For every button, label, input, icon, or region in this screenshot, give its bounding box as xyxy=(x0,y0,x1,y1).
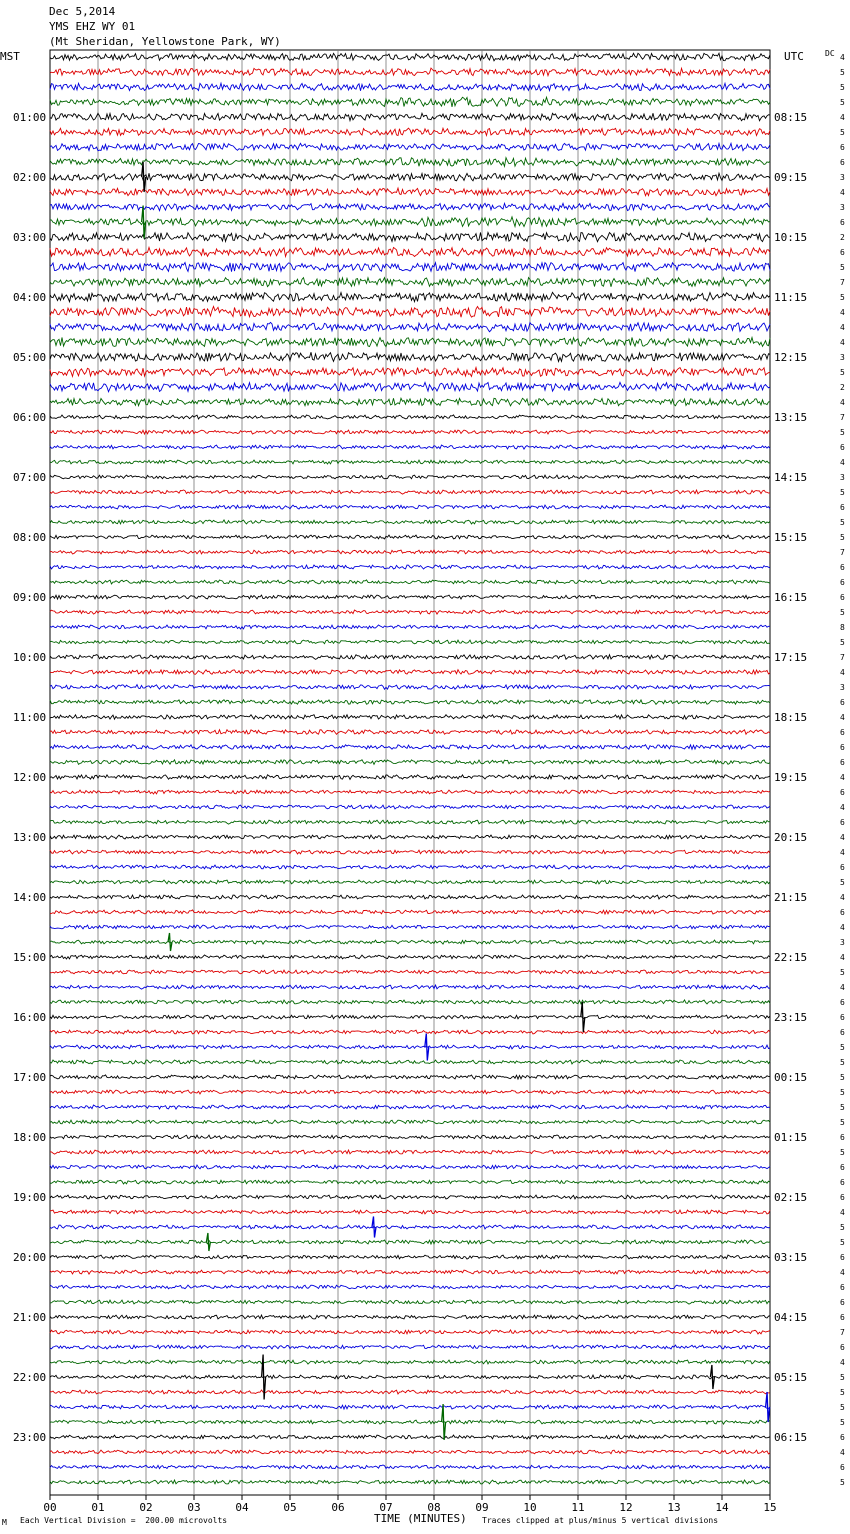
dc-offset-value: 6 xyxy=(840,728,845,737)
trace-line xyxy=(50,1300,770,1304)
seismic-event-spike xyxy=(425,1034,429,1061)
dc-offset-value: 6 xyxy=(840,1433,845,1442)
dc-offset-value: 6 xyxy=(840,1028,845,1037)
mst-hour-label: 14:00 xyxy=(13,891,47,904)
dc-offset-value: 5 xyxy=(840,488,845,497)
trace-line xyxy=(50,1435,770,1439)
mst-hour-label: 09:00 xyxy=(13,591,47,604)
utc-hour-label: 17:15 xyxy=(774,651,808,664)
dc-offset-value: 4 xyxy=(840,53,845,62)
trace-line xyxy=(50,745,770,750)
trace-line xyxy=(50,865,770,869)
dc-offset-value: 7 xyxy=(840,548,845,557)
trace-line xyxy=(50,940,770,944)
x-tick-label: 02 xyxy=(139,1501,153,1514)
mst-hour-label: 18:00 xyxy=(13,1131,47,1144)
utc-hour-label: 00:15 xyxy=(774,1071,808,1084)
dc-offset-value: 4 xyxy=(840,893,845,902)
trace-line xyxy=(50,368,770,377)
dc-offset-value: 6 xyxy=(840,218,845,227)
dc-offset-value: 5 xyxy=(840,263,845,272)
x-tick-label: 01 xyxy=(91,1501,105,1514)
trace-line xyxy=(50,700,770,705)
dc-offset-value: 6 xyxy=(840,1343,845,1352)
trace-line xyxy=(50,610,770,614)
clip-note: Traces clipped at plus/minus 5 vertical divisions xyxy=(482,1516,719,1525)
dc-offset-value: 4 xyxy=(840,113,845,122)
trace-line xyxy=(50,1345,770,1349)
dc-offset-value: 8 xyxy=(840,623,845,632)
event-group xyxy=(142,162,770,1440)
right-timezone-label: UTC xyxy=(784,50,804,63)
dc-offset-value: 6 xyxy=(840,1283,845,1292)
dc-offset-value: 6 xyxy=(840,1298,845,1307)
trace-line xyxy=(50,970,770,974)
dc-offset-value: 6 xyxy=(840,563,845,572)
utc-hour-label: 06:15 xyxy=(774,1431,808,1444)
dc-offset-value: 4 xyxy=(840,338,845,347)
dc-offset-value: 5 xyxy=(840,1418,845,1427)
dc-offset-value: 4 xyxy=(840,848,845,857)
dc-offset-value: 6 xyxy=(840,503,845,512)
dc-offset-value: 3 xyxy=(840,203,845,212)
trace-line xyxy=(50,1270,770,1274)
x-tick-label: 11 xyxy=(571,1501,585,1514)
trace-line xyxy=(50,1180,770,1184)
trace-line xyxy=(50,1195,770,1199)
trace-line xyxy=(50,1045,770,1049)
trace-line xyxy=(50,715,770,720)
utc-hour-label: 19:15 xyxy=(774,771,808,784)
trace-line xyxy=(50,1450,770,1454)
axis-label-group xyxy=(13,53,845,1514)
trace-line xyxy=(50,1285,770,1289)
dc-offset-value: 4 xyxy=(840,1358,845,1367)
trace-line xyxy=(50,203,770,210)
utc-hour-label: 09:15 xyxy=(774,171,808,184)
x-tick-label: 03 xyxy=(187,1501,201,1514)
trace-line xyxy=(50,322,770,331)
x-tick-label: 07 xyxy=(379,1501,393,1514)
dc-offset-value: 3 xyxy=(840,938,845,947)
trace-line xyxy=(50,1165,770,1169)
seismic-event-spike xyxy=(581,1002,585,1032)
dc-offset-value: 5 xyxy=(840,1238,845,1247)
trace-line xyxy=(50,1405,770,1409)
dc-offset-value: 3 xyxy=(840,173,845,182)
trace-line xyxy=(50,1150,770,1154)
trace-line xyxy=(50,1105,770,1109)
trace-line xyxy=(50,895,770,899)
dc-offset-value: 5 xyxy=(840,1223,845,1232)
dc-offset-value: 5 xyxy=(840,533,845,542)
trace-line xyxy=(50,113,770,121)
dc-offset-value: 5 xyxy=(840,1118,845,1127)
mst-hour-label: 04:00 xyxy=(13,291,47,304)
dc-offset-value: 5 xyxy=(840,1403,845,1412)
trace-line xyxy=(50,445,770,449)
dc-offset-value: 7 xyxy=(840,278,845,287)
dc-offset-value: 5 xyxy=(840,83,845,92)
dc-offset-value: 3 xyxy=(840,683,845,692)
dc-offset-value: 4 xyxy=(840,458,845,467)
trace-line xyxy=(50,775,770,780)
mst-hour-label: 17:00 xyxy=(13,1071,47,1084)
trace-line xyxy=(50,805,770,809)
trace-line xyxy=(50,730,770,735)
trace-line xyxy=(50,68,770,76)
trace-line xyxy=(50,1315,770,1319)
mst-hour-label: 20:00 xyxy=(13,1251,47,1264)
trace-line xyxy=(50,1465,770,1469)
x-tick-label: 04 xyxy=(235,1501,249,1514)
trace-line xyxy=(50,188,770,196)
trace-line xyxy=(50,670,770,675)
utc-hour-label: 18:15 xyxy=(774,711,808,724)
x-tick-label: 06 xyxy=(331,1501,345,1514)
trace-line xyxy=(50,1255,770,1259)
station-location: (Mt Sheridan, Yellowstone Park, WY) xyxy=(49,35,281,48)
trace-group xyxy=(50,53,770,1484)
dc-offset-value: 4 xyxy=(840,833,845,842)
scale-note: Each Vertical Division = 200.00 microvolts xyxy=(20,1516,228,1525)
trace-line xyxy=(50,415,770,419)
x-axis-title: TIME (MINUTES) xyxy=(374,1512,467,1525)
utc-hour-label: 22:15 xyxy=(774,951,808,964)
trace-line xyxy=(50,398,770,406)
dc-offset-value: 6 xyxy=(840,443,845,452)
dc-offset-value: 2 xyxy=(840,383,845,392)
mst-hour-label: 21:00 xyxy=(13,1311,47,1324)
trace-line xyxy=(50,173,770,181)
utc-hour-label: 11:15 xyxy=(774,291,808,304)
mst-hour-label: 05:00 xyxy=(13,351,47,364)
trace-line xyxy=(50,1120,770,1124)
x-tick-label: 08 xyxy=(427,1501,441,1514)
utc-hour-label: 02:15 xyxy=(774,1191,808,1204)
trace-line xyxy=(50,337,770,346)
dc-offset-value: 5 xyxy=(840,1148,845,1157)
dc-offset-value: 4 xyxy=(840,713,845,722)
seismic-event-spike xyxy=(206,1233,210,1251)
dc-offset-value: 6 xyxy=(840,1163,845,1172)
trace-line xyxy=(50,1360,770,1364)
trace-line xyxy=(50,263,770,272)
trace-line xyxy=(50,460,770,464)
dc-offset-value: 3 xyxy=(840,353,845,362)
dc-offset-value: 5 xyxy=(840,878,845,887)
trace-line xyxy=(50,143,770,150)
mst-hour-label: 15:00 xyxy=(13,951,47,964)
dc-offset-value: 6 xyxy=(840,158,845,167)
utc-hour-label: 12:15 xyxy=(774,351,808,364)
mst-hour-label: 07:00 xyxy=(13,471,47,484)
dc-offset-value: 4 xyxy=(840,308,845,317)
utc-hour-label: 05:15 xyxy=(774,1371,808,1384)
trace-line xyxy=(50,880,770,884)
utc-hour-label: 14:15 xyxy=(774,471,808,484)
trace-line xyxy=(50,565,770,569)
dc-offset-value: 5 xyxy=(840,1043,845,1052)
dc-offset-value: 5 xyxy=(840,428,845,437)
dc-offset-header: DC xyxy=(825,49,835,58)
dc-offset-value: 5 xyxy=(840,128,845,137)
mst-hour-label: 03:00 xyxy=(13,231,47,244)
dc-offset-value: 6 xyxy=(840,998,845,1007)
trace-line xyxy=(50,1135,770,1139)
trace-line xyxy=(50,233,770,242)
dc-offset-value: 6 xyxy=(840,1253,845,1262)
dc-offset-value: 6 xyxy=(840,818,845,827)
trace-line xyxy=(50,1015,770,1019)
utc-hour-label: 01:15 xyxy=(774,1131,808,1144)
trace-line xyxy=(50,820,770,824)
trace-line xyxy=(50,1225,770,1229)
trace-line xyxy=(50,1090,770,1094)
trace-line xyxy=(50,835,770,839)
dc-offset-value: 7 xyxy=(840,1328,845,1337)
dc-offset-value: 4 xyxy=(840,923,845,932)
trace-line xyxy=(50,505,770,509)
mst-hour-label: 16:00 xyxy=(13,1011,47,1024)
dc-offset-value: 4 xyxy=(840,188,845,197)
dc-offset-value: 6 xyxy=(840,143,845,152)
dc-offset-value: 6 xyxy=(840,863,845,872)
dc-offset-value: 5 xyxy=(840,638,845,647)
dc-offset-value: 7 xyxy=(840,653,845,662)
utc-hour-label: 23:15 xyxy=(774,1011,808,1024)
dc-offset-value: 5 xyxy=(840,1478,845,1487)
trace-line xyxy=(50,278,770,287)
trace-line xyxy=(50,158,770,167)
trace-line xyxy=(50,1000,770,1004)
trace-line xyxy=(50,1420,770,1424)
dc-offset-value: 4 xyxy=(840,983,845,992)
x-tick-label: 15 xyxy=(763,1501,777,1514)
dc-offset-value: 5 xyxy=(840,608,845,617)
dc-offset-value: 5 xyxy=(840,98,845,107)
trace-line xyxy=(50,640,770,644)
x-tick-label: 13 xyxy=(667,1501,681,1514)
trace-line xyxy=(50,850,770,854)
seismic-event-spike xyxy=(442,1404,446,1440)
dc-offset-value: 5 xyxy=(840,1058,845,1067)
mst-hour-label: 11:00 xyxy=(13,711,47,724)
seismic-event-spike xyxy=(168,933,172,951)
mst-hour-label: 01:00 xyxy=(13,111,47,124)
trace-line xyxy=(50,1375,770,1379)
dc-offset-value: 4 xyxy=(840,803,845,812)
dc-offset-value: 4 xyxy=(840,1268,845,1277)
trace-line xyxy=(50,550,770,554)
utc-hour-label: 13:15 xyxy=(774,411,808,424)
x-tick-label: 00 xyxy=(43,1501,57,1514)
seismic-event-spike xyxy=(710,1365,714,1389)
trace-line xyxy=(50,595,770,599)
trace-line xyxy=(50,430,770,434)
seismic-event-spike xyxy=(142,206,146,239)
trace-line xyxy=(50,1480,770,1484)
x-tick-label: 12 xyxy=(619,1501,633,1514)
dc-offset-value: 5 xyxy=(840,1388,845,1397)
mst-hour-label: 02:00 xyxy=(13,171,47,184)
x-tick-label: 05 xyxy=(283,1501,297,1514)
trace-line xyxy=(50,1030,770,1034)
dc-offset-value: 6 xyxy=(840,743,845,752)
utc-hour-label: 20:15 xyxy=(774,831,808,844)
dc-offset-value: 6 xyxy=(840,908,845,917)
mst-hour-label: 23:00 xyxy=(13,1431,47,1444)
trace-line xyxy=(50,217,770,227)
dc-offset-value: 5 xyxy=(840,1073,845,1082)
trace-line xyxy=(50,83,770,91)
small-mark: M xyxy=(2,1518,7,1527)
dc-offset-value: 4 xyxy=(840,323,845,332)
trace-line xyxy=(50,985,770,989)
dc-offset-value: 5 xyxy=(840,1103,845,1112)
dc-offset-value: 6 xyxy=(840,698,845,707)
trace-line xyxy=(50,790,770,794)
trace-line xyxy=(50,535,770,539)
dc-offset-value: 5 xyxy=(840,518,845,527)
trace-line xyxy=(50,1060,770,1064)
mst-hour-label: 12:00 xyxy=(13,771,47,784)
dc-offset-value: 4 xyxy=(840,398,845,407)
seismic-event-spike xyxy=(262,1355,266,1400)
plot-frame xyxy=(50,50,770,1495)
utc-hour-label: 15:15 xyxy=(774,531,808,544)
utc-hour-label: 08:15 xyxy=(774,111,808,124)
utc-hour-label: 16:15 xyxy=(774,591,808,604)
dc-offset-value: 6 xyxy=(840,1463,845,1472)
trace-line xyxy=(50,1210,770,1214)
trace-line xyxy=(50,955,770,959)
utc-hour-label: 10:15 xyxy=(774,231,808,244)
dc-offset-value: 5 xyxy=(840,1088,845,1097)
trace-line xyxy=(50,520,770,524)
dc-offset-value: 4 xyxy=(840,1448,845,1457)
mst-hour-label: 08:00 xyxy=(13,531,47,544)
dc-offset-value: 6 xyxy=(840,593,845,602)
dc-offset-value: 4 xyxy=(840,773,845,782)
trace-line xyxy=(50,580,770,584)
dc-offset-value: 6 xyxy=(840,758,845,767)
utc-hour-label: 03:15 xyxy=(774,1251,808,1264)
mst-hour-label: 13:00 xyxy=(13,831,47,844)
trace-line xyxy=(50,128,770,135)
dc-offset-value: 6 xyxy=(840,578,845,587)
dc-offset-value: 4 xyxy=(840,953,845,962)
trace-line xyxy=(50,292,770,301)
trace-line xyxy=(50,1075,770,1079)
mst-hour-label: 10:00 xyxy=(13,651,47,664)
mst-hour-label: 06:00 xyxy=(13,411,47,424)
seismic-event-spike xyxy=(142,162,146,192)
mst-hour-label: 19:00 xyxy=(13,1191,47,1204)
plot-date: Dec 5,2014 xyxy=(49,5,116,18)
utc-hour-label: 04:15 xyxy=(774,1311,808,1324)
trace-line xyxy=(50,97,770,107)
trace-line xyxy=(50,382,770,391)
trace-line xyxy=(50,910,770,914)
seismic-event-spike xyxy=(372,1217,376,1238)
dc-offset-value: 5 xyxy=(840,368,845,377)
dc-offset-value: 3 xyxy=(840,473,845,482)
dc-offset-value: 4 xyxy=(840,668,845,677)
trace-line xyxy=(50,625,770,629)
dc-offset-value: 6 xyxy=(840,1178,845,1187)
trace-line xyxy=(50,475,770,479)
dc-offset-value: 6 xyxy=(840,1013,845,1022)
dc-offset-value: 6 xyxy=(840,248,845,257)
trace-line xyxy=(50,490,770,494)
dc-offset-value: 6 xyxy=(840,1313,845,1322)
utc-hour-label: 21:15 xyxy=(774,891,808,904)
trace-line xyxy=(50,1240,770,1244)
mst-hour-label: 22:00 xyxy=(13,1371,47,1384)
dc-offset-value: 5 xyxy=(840,1373,845,1382)
trace-line xyxy=(50,352,770,361)
dc-offset-value: 2 xyxy=(840,233,845,242)
x-tick-label: 09 xyxy=(475,1501,489,1514)
dc-offset-value: 7 xyxy=(840,413,845,422)
trace-line xyxy=(50,1390,770,1394)
trace-line xyxy=(50,655,770,660)
station-code: YMS EHZ WY 01 xyxy=(49,20,136,33)
dc-offset-value: 5 xyxy=(840,968,845,977)
trace-line xyxy=(50,925,770,929)
dc-offset-value: 4 xyxy=(840,1208,845,1217)
left-timezone-label: MST xyxy=(0,50,20,63)
trace-line xyxy=(50,760,770,765)
x-tick-label: 10 xyxy=(523,1501,537,1514)
dc-offset-value: 5 xyxy=(840,68,845,77)
trace-line xyxy=(50,53,770,61)
dc-offset-value: 5 xyxy=(840,293,845,302)
trace-line xyxy=(50,685,770,690)
dc-offset-value: 6 xyxy=(840,1133,845,1142)
trace-line xyxy=(50,1330,770,1334)
trace-line xyxy=(50,306,770,317)
dc-offset-value: 6 xyxy=(840,788,845,797)
dc-offset-value: 6 xyxy=(840,1193,845,1202)
x-tick-label: 14 xyxy=(715,1501,729,1514)
trace-line xyxy=(50,247,770,256)
seismic-event-spike xyxy=(766,1392,770,1422)
